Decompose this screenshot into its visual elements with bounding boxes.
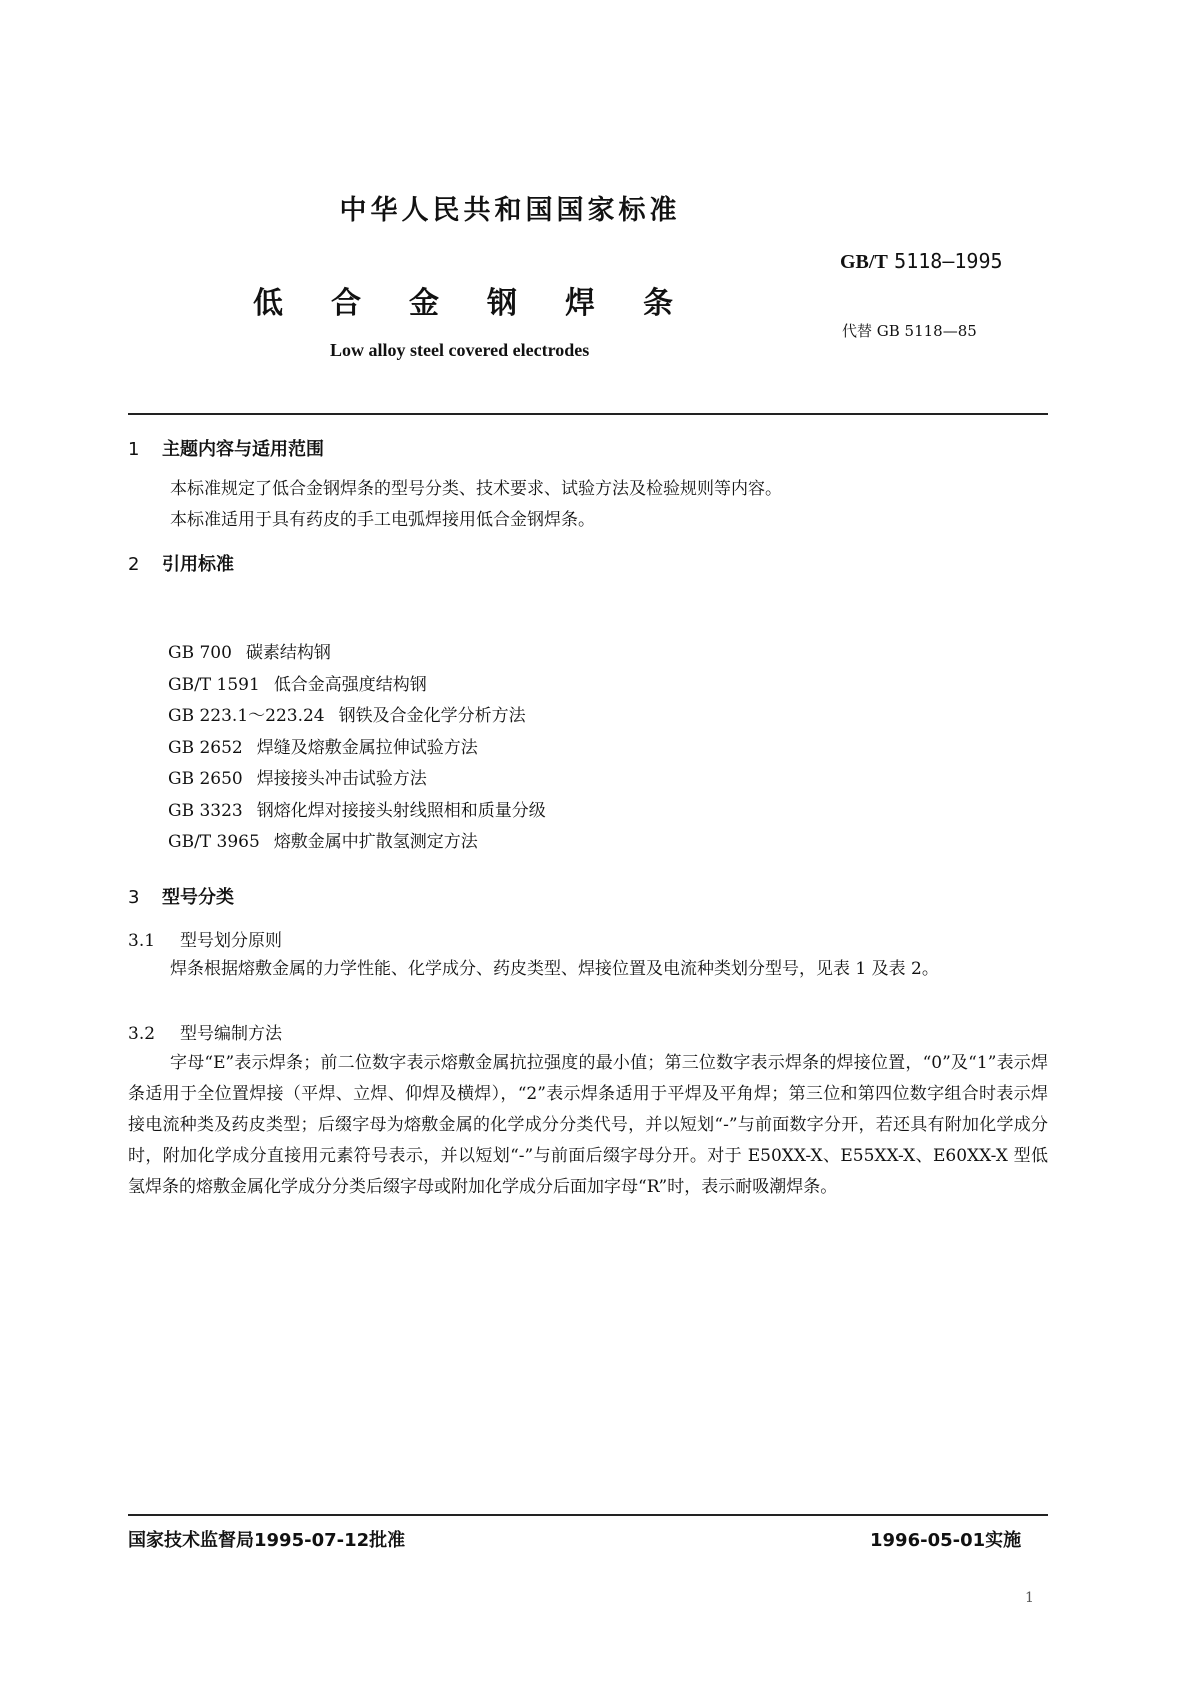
reference-item <box>168 827 546 859</box>
footer-divider <box>128 1514 1048 1516</box>
section-2-heading <box>128 550 234 576</box>
standard-year-number: 5118—1995 <box>894 249 1003 273</box>
reference-code: GB 3323 <box>168 800 243 821</box>
reference-item <box>168 764 546 796</box>
implementation-date: 1996-05-01实施 <box>870 1530 1022 1551</box>
header-divider <box>128 413 1048 415</box>
reference-item <box>168 670 546 702</box>
reference-item <box>168 638 546 670</box>
reference-title: 低合金高强度结构钢 <box>273 674 427 695</box>
reference-title: 焊缝及熔敷金属拉伸试验方法 <box>256 737 478 758</box>
section-2-title: 引用标准 <box>162 554 234 575</box>
approval-date: 国家技术监督局1995-07-12批准 <box>128 1530 406 1551</box>
subsection-3-2-heading <box>128 1019 282 1044</box>
reference-code: GB/T 1591 <box>168 674 260 695</box>
page-number: 1 <box>1025 1590 1034 1606</box>
section-3-number: 3 <box>128 887 140 908</box>
subsection-3-1-heading <box>128 926 282 951</box>
reference-item <box>168 796 546 828</box>
reference-item <box>168 701 546 733</box>
reference-code: GB 2650 <box>168 769 243 789</box>
reference-code: GB/T 3965 <box>168 832 260 852</box>
section-1-body <box>128 474 1048 536</box>
reference-code: GB 700 <box>168 643 232 663</box>
subsection-number: 3.1 <box>128 931 156 951</box>
subsection-3-1-body <box>128 954 1048 985</box>
replaces-note: 代替 GB 5118—85 <box>842 322 977 340</box>
paragraph: 字母“E”表示焊条；前二位数字表示熔敷金属抗拉强度的最小值；第三位数字表示焊条的焊接位置，“0”及“1”表示焊条适用于全位置焊接（平焊、立焊、仰焊及横焊），“2”表示焊条适用于平焊及平角焊；第三位和第四位数字组合时表示焊接电流种类及药皮类型；后缀字母为熔敷金属的化学成分分类代号，并以短划“-”与前面数字分开，若还具有附加化学成分时，附加化学成分直接用元素符号表示，并以短划“-”与前面后缀字母分开。对于 E50XX-X、E55XX-X、E60XX-X 型低氢焊条的熔敷金属化学成分分类后缀字母或附加化学成分后面加字母“R”时，表示耐吸潮焊条。 <box>128 1053 1048 1197</box>
reference-list <box>168 638 546 859</box>
paragraph: 焊条根据熔敷金属的力学性能、化学成分、药皮类型、焊接位置及电流种类划分型号，见表 1 及表 2。 <box>170 959 939 979</box>
subsection-3-2-body <box>128 1048 1048 1203</box>
reference-title: 焊接接头冲击试验方法 <box>256 769 427 789</box>
subsection-number: 3.2 <box>128 1024 156 1044</box>
reference-title: 钢铁及合金化学分析方法 <box>338 706 526 726</box>
standard-code: GB/T <box>840 251 888 273</box>
section-3-heading <box>128 883 234 909</box>
subsection-title: 型号编制方法 <box>180 1024 282 1044</box>
english-title: Low alloy steel covered electrodes <box>330 340 590 360</box>
section-1-title: 主题内容与适用范围 <box>162 439 324 460</box>
reference-item <box>168 733 546 765</box>
reference-code: GB 2652 <box>168 737 243 758</box>
reference-title: 碳素结构钢 <box>245 643 331 663</box>
paragraph: 本标准适用于具有药皮的手工电弧焊接用低合金钢焊条。 <box>170 510 595 530</box>
section-3-title: 型号分类 <box>162 887 234 908</box>
standard-number <box>840 249 1003 274</box>
section-2-number: 2 <box>128 554 140 575</box>
subsection-title: 型号划分原则 <box>180 931 282 951</box>
section-1-number: 1 <box>128 439 140 460</box>
section-1-heading <box>128 435 324 461</box>
document-title: 低合金钢焊条 <box>253 286 721 321</box>
reference-title: 钢熔化焊对接接头射线照相和质量分级 <box>256 800 546 821</box>
national-standard-title: 中华人民共和国国家标准 <box>339 195 681 226</box>
reference-code: GB 223.1～223.24 <box>168 706 325 726</box>
reference-title: 熔敷金属中扩散氢测定方法 <box>273 832 478 852</box>
paragraph: 本标准规定了低合金钢焊条的型号分类、技术要求、试验方法及检验规则等内容。 <box>170 479 782 499</box>
